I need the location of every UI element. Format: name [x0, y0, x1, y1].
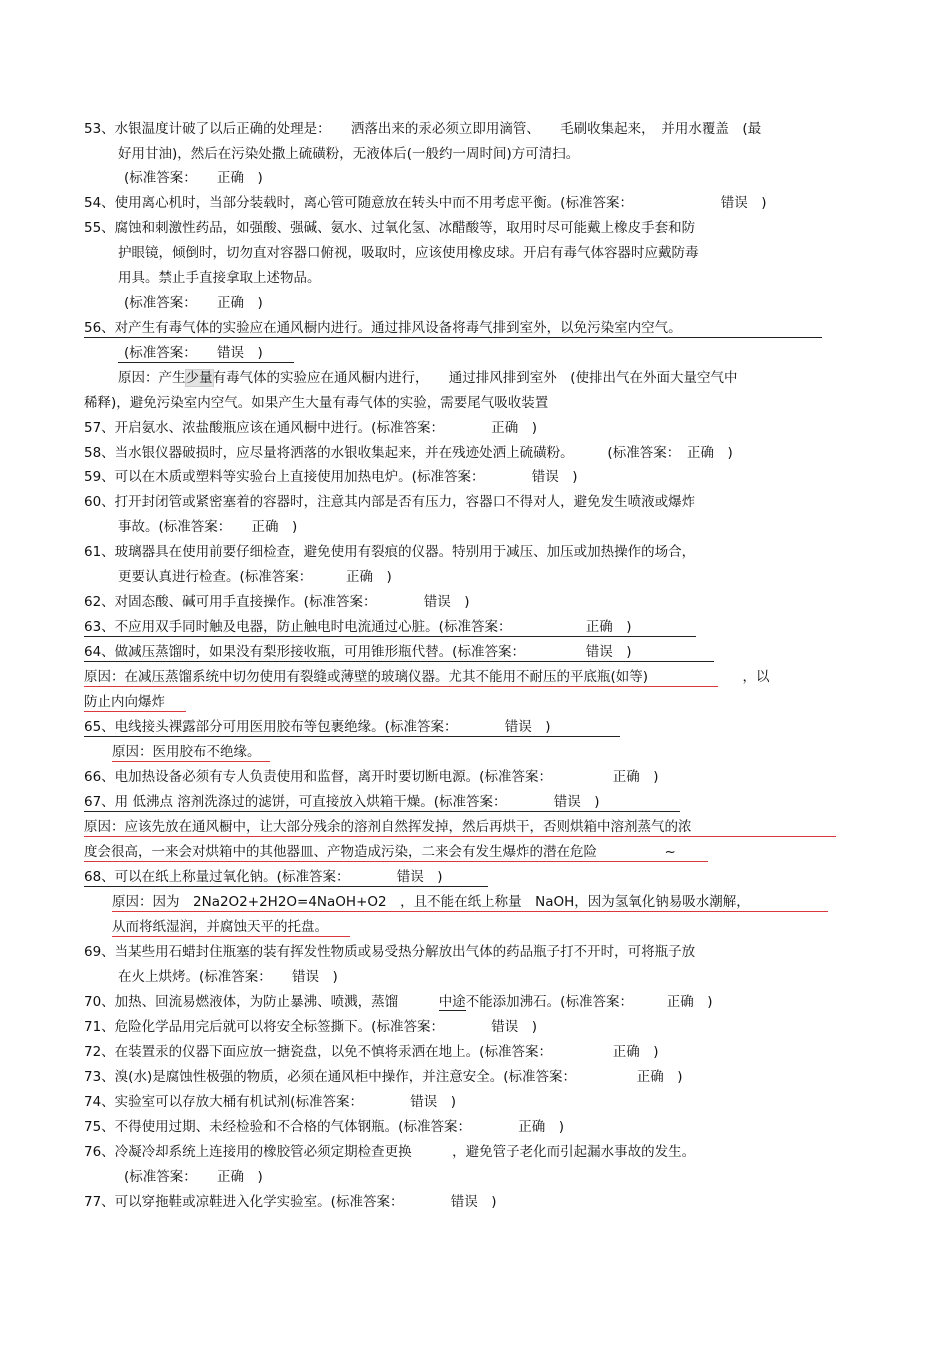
text-line: 55、腐蚀和刺激性药品，如强酸、强碱、氨水、过氧化氢、冰醋酸等，取用时尽可能戴上橡皮手套和防	[84, 220, 696, 236]
text-line: 76、冷凝冷却系统上连接用的橡胶管必须定期检查更换 ，避免管子老化而引起漏水事故的发生。	[84, 1144, 696, 1160]
text-line: 在火上烘烤。(标准答案： 错误 )	[118, 969, 338, 985]
reason-line: 原因：应该先放在通风橱中，让大部分残余的溶剂自然挥发掉，然后再烘干，否则烘箱中溶剂蒸气的浓	[84, 819, 692, 835]
text-line: 54、使用离心机时，当部分装载时，离心管可随意放在转头中而不用考虑平衡。(标准答案： 错误 )	[84, 195, 767, 211]
red-underline	[84, 686, 718, 687]
text-line: 更要认真进行检查。(标准答案： 正确 )	[118, 569, 392, 585]
text-line: 65、电线接头裸露部分可用医用胶布等包裹绝缘。(标准答案： 错误 )	[84, 719, 551, 735]
reason-line	[118, 366, 738, 391]
text-line: 77、可以穿拖鞋或凉鞋进入化学实验室。(标准答案： 错误 )	[84, 1194, 497, 1210]
underline	[84, 337, 822, 338]
text-line: 63、不应用双手同时触及电器，防止触电时电流通过心脏。(标准答案： 正确 )	[84, 619, 632, 635]
highlighted-text: 少量	[185, 370, 213, 386]
text-segment: 不能添加沸石。(标准答案： 正确 )	[465, 994, 713, 1010]
text-line: 74、实验室可以存放大桶有机试剂(标准答案： 错误 )	[84, 1094, 456, 1110]
text-line: 59、可以在木质或塑料等实验台上直接使用加热电炉。(标准答案： 错误 )	[84, 469, 578, 485]
reason-line: 原因：医用胶布不绝缘。	[112, 744, 261, 760]
text-line: 75、不得使用过期、未经检验和不合格的气体钢瓶。(标准答案： 正确 )	[84, 1119, 564, 1135]
underline	[118, 362, 294, 363]
reason-line: 防止内向爆炸	[84, 694, 165, 710]
text-line: 61、玻璃器具在使用前要仔细检查，避免使用有裂痕的仪器。特别用于减压、加压或加热操作的场合，	[84, 544, 696, 560]
answer-line: (标准答案： 正确 )	[124, 1169, 263, 1185]
text-line: 53、水银温度计破了以后正确的处理是： 洒落出来的汞必须立即用滴管、 毛刷收集起来， 并用水覆盖 (最	[84, 121, 762, 137]
answer-line: (标准答案： 正确 )	[124, 295, 263, 311]
text-line: 62、对固态酸、碱可用手直接操作。(标准答案： 错误 )	[84, 594, 470, 610]
text-line: 60、打开封闭管或紧密塞着的容器时，注意其内部是否有压力，容器口不得对人，避免发生喷液或爆炸	[84, 494, 696, 510]
underline	[84, 811, 680, 812]
red-underline	[84, 711, 186, 712]
text-line: 事故。(标准答案： 正确 )	[118, 519, 298, 535]
underlined-text: 中途	[438, 994, 466, 1010]
text-line: 58、当水银仪器破损时，应尽量将洒落的水银收集起来，并在残迹处洒上硫磺粉。 (标准答案： 正确 )	[84, 445, 733, 461]
text-line: 73、溴(水)是腐蚀性极强的物质，必须在通风柜中操作，并注意安全。(标准答案： 正确 )	[84, 1069, 683, 1085]
red-underline	[112, 911, 828, 912]
underline	[84, 636, 696, 637]
text-line: 用具。禁止手直接拿取上述物品。	[118, 270, 321, 286]
red-underline	[112, 936, 350, 937]
red-underline	[112, 761, 270, 762]
text-line	[84, 990, 712, 1015]
reason-line: 原因：因为 2Na2O2+2H2O=4NaOH+O2 ，且不能在纸上称量 NaOH，因为氢氧化钠易吸水潮解，	[112, 894, 750, 910]
text-line: 68、可以在纸上称量过氧化钠。(标准答案： 错误 )	[84, 869, 443, 885]
reason-line: 稀释)，避免污染室内空气。如果产生大量有毒气体的实验，需要尾气吸收装置	[84, 395, 549, 411]
reason-text: 原因：产生	[118, 370, 186, 386]
reason-text: 有毒气体的实验应在通风橱内进行， 通过排风排到室外 (使排出气在外面大量空气中	[212, 370, 738, 386]
text-line: 66、电加热设备必须有专人负责使用和监督，离开时要切断电源。(标准答案： 正确 )	[84, 769, 659, 785]
text-line: 69、当某些用石蜡封住瓶塞的装有挥发性物质或易受热分解放出气体的药品瓶子打不开时，可将瓶子放	[84, 944, 696, 960]
text-line: 67、用 低沸点 溶剂洗涤过的滤饼，可直接放入烘箱干燥。(标准答案： 错误 )	[84, 794, 600, 810]
text-line: 64、做减压蒸馏时，如果没有梨形接收瓶，可用锥形瓶代替。(标准答案： 错误 )	[84, 644, 632, 660]
reason-line: 度会很高，一来会对烘箱中的其他器皿、产物造成污染，二来会有发生爆炸的潜在危险 ~	[84, 844, 676, 860]
text-line: 护眼镜，倾倒时，切勿直对容器口俯视，吸取时，应该使用橡皮球。开启有毒气体容器时应戴防毒	[118, 245, 699, 261]
text-line: 72、在装置汞的仪器下面应放一搪瓷盘，以免不慎将汞洒在地上。(标准答案： 正确 )	[84, 1044, 659, 1060]
text-line: 56、对产生有毒气体的实验应在通风橱内进行。通过排风设备将毒气排到室外，以免污染室内空气。	[84, 320, 682, 336]
text-segment: 70、加热、回流易燃液体，为防止暴沸、喷溅，蒸馏	[84, 994, 439, 1010]
reason-line: 原因：在减压蒸馏系统中切勿使用有裂缝或薄壁的玻璃仪器。尤其不能用不耐压的平底瓶(如等) ，以	[84, 669, 770, 685]
answer-line: (标准答案： 正确 )	[124, 170, 263, 186]
red-underline	[84, 861, 708, 862]
red-underline	[84, 836, 836, 837]
answer-line: (标准答案： 错误 )	[124, 345, 263, 361]
text-line: 57、开启氨水、浓盐酸瓶应该在通风橱中进行。(标准答案： 正确 )	[84, 420, 537, 436]
underline	[84, 736, 620, 737]
text-line: 好用甘油)，然后在污染处撒上硫磺粉，无液体后(一般约一周时间)方可清扫。	[118, 146, 580, 162]
underline	[84, 661, 714, 662]
text-line: 71、危险化学品用完后就可以将安全标签撕下。(标准答案： 错误 )	[84, 1019, 537, 1035]
underline	[84, 886, 488, 887]
reason-line: 从而将纸湿润，并腐蚀天平的托盘。	[112, 919, 328, 935]
